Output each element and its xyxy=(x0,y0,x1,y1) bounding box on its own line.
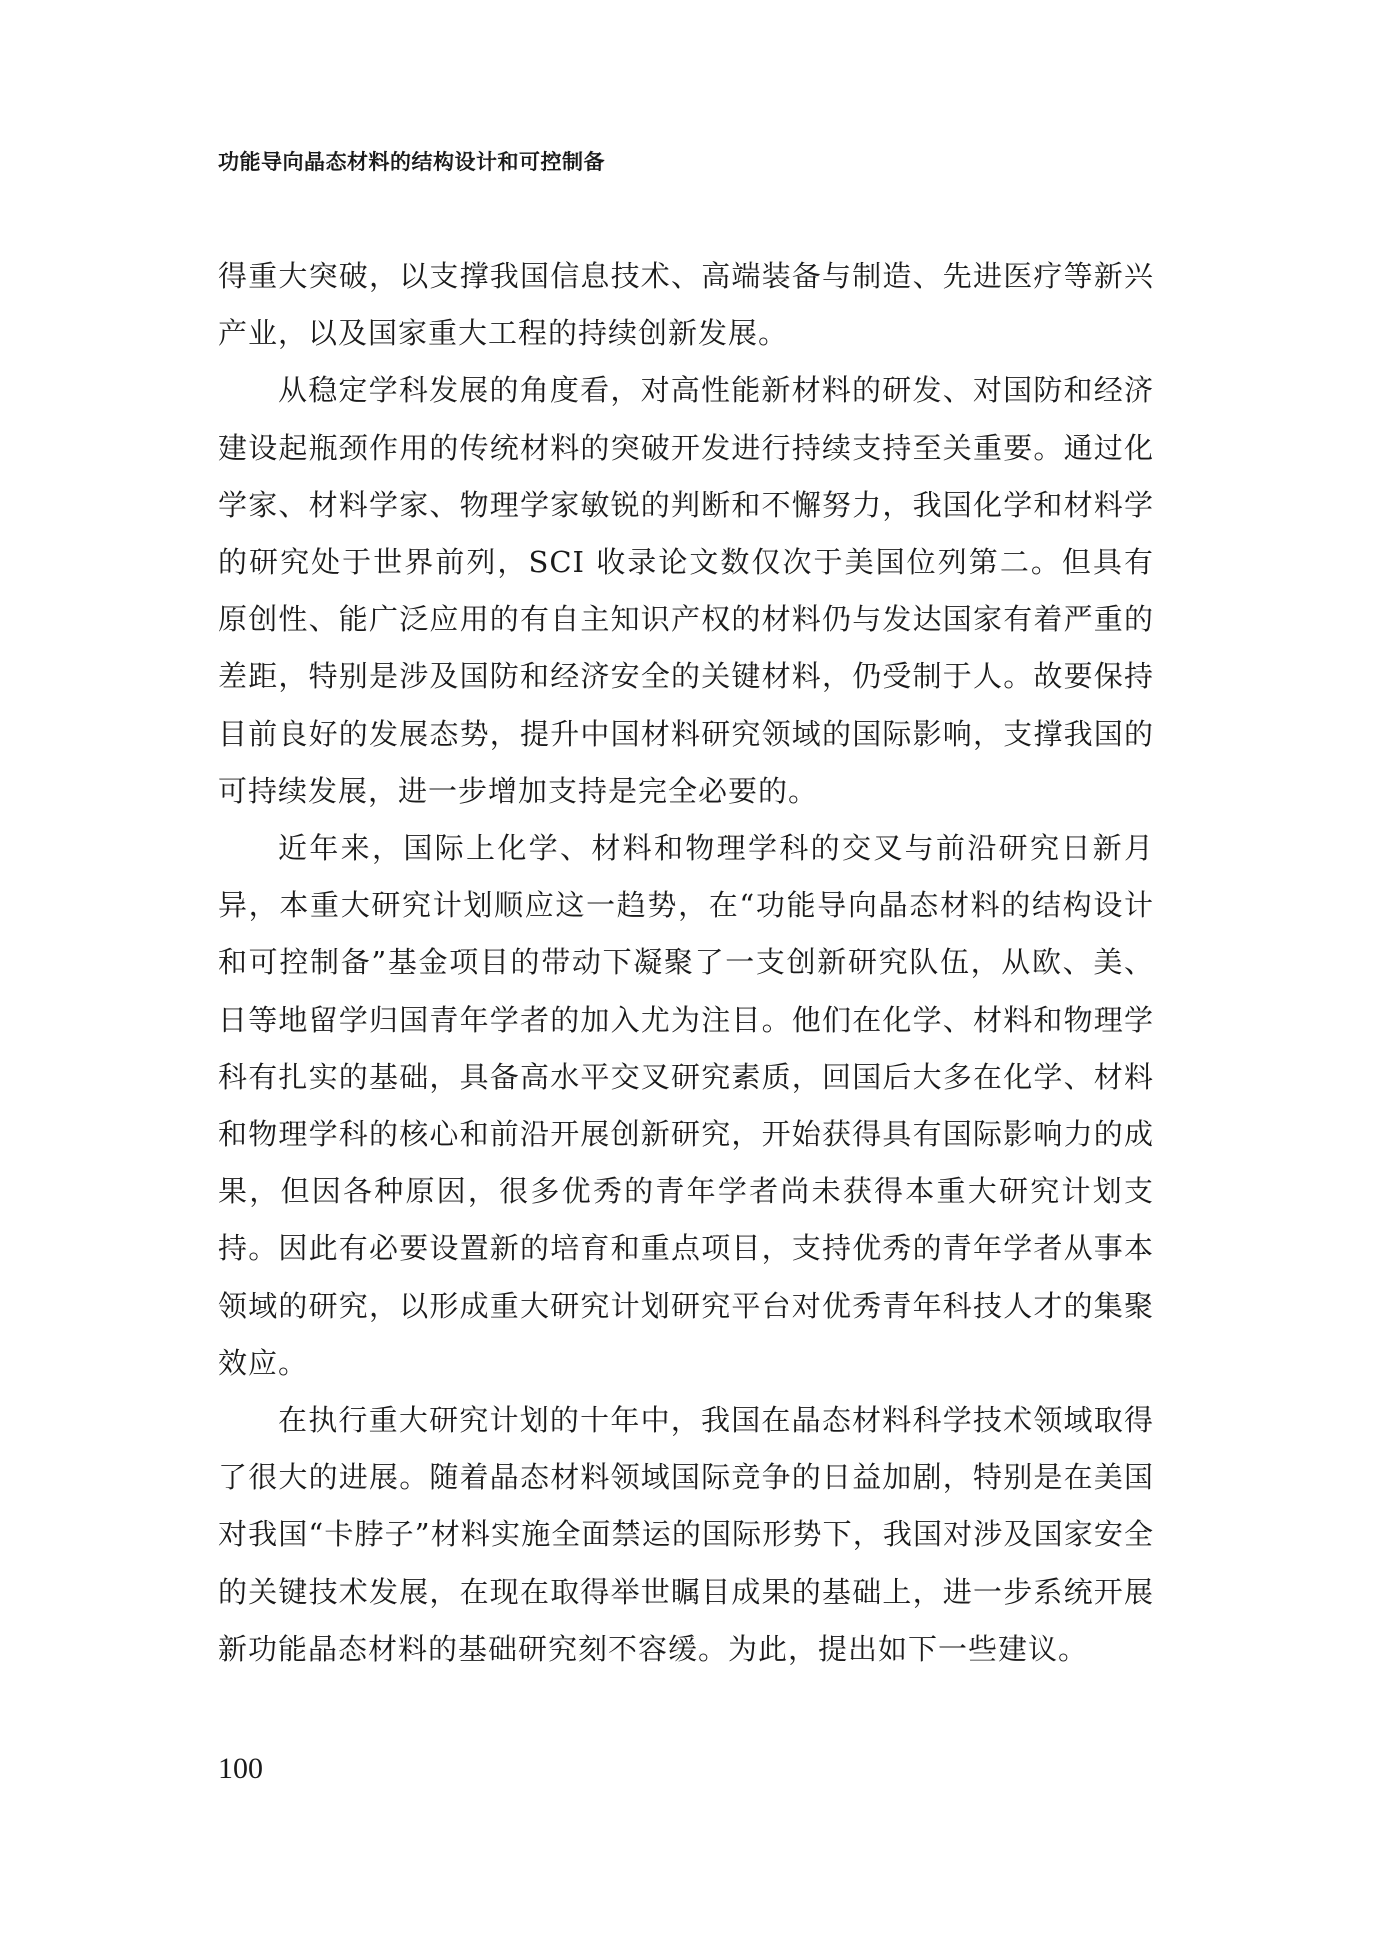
paragraph-discipline-development: 从稳定学科发展的角度看，对高性能新材料的研发、对国防和经济建设起瓶颈作用的传统材料的突破开发进行持续支持至关重要。通过化学家、材料学家、物理学家敏锐的判断和不懈努力，我国化学和材料学的研究处于世界前列，SCI 收录论文数仅次于美国位列第二。但具有原创性、能广泛应用的有自主知识产权的材料仍与发达国家有着严重的差距，特别是涉及国防和经济安全的关键材料，仍受制于人。故要保持目前良好的发展态势，提升中国材料研究领域的国际影响，支撑我国的可持续发展，进一步增加支持是完全必要的。 xyxy=(218,373,1154,808)
paragraph-recommendations: 在执行重大研究计划的十年中，我国在晶态材料科学技术领域取得了很大的进展。随着晶态材料领域国际竞争的日益加剧，特别是在美国对我国“卡脖子”材料实施全面禁运的国际形势下，我国对涉及国家安全的关键技术发展，在现在取得举世瞩目成果的基础上，进一步系统开展新功能晶态材料的基础研究刻不容缓。为此，提出如下一些建议。 xyxy=(218,1403,1154,1666)
body-text xyxy=(218,248,1154,1678)
page-number: 100 xyxy=(218,1752,263,1785)
running-header-title: 功能导向晶态材料的结构设计和可控制备 xyxy=(218,150,605,174)
paragraph-research-team: 近年来，国际上化学、材料和物理学科的交叉与前沿研究日新月异，本重大研究计划顺应这一趋势，在“功能导向晶态材料的结构设计和可控制备”基金项目的带动下凝聚了一支创新研究队伍，从欧、美、日等地留学归国青年学者的加入尤为注目。他们在化学、材料和物理学科有扎实的基础，具备高水平交叉研究素质，回国后大多在化学、材料和物理学科的核心和前沿开展创新研究，开始获得具有国际影响力的成果，但因各种原因，很多优秀的青年学者尚未获得本重大研究计划支持。因此有必要设置新的培育和重点项目，支持优秀的青年学者从事本领域的研究，以形成重大研究计划研究平台对优秀青年科技人才的集聚效应。 xyxy=(218,831,1154,1380)
paragraph-continuation: 得重大突破，以支撑我国信息技术、高端装备与制造、先进医疗等新兴产业，以及国家重大工程的持续创新发展。 xyxy=(218,259,1154,351)
